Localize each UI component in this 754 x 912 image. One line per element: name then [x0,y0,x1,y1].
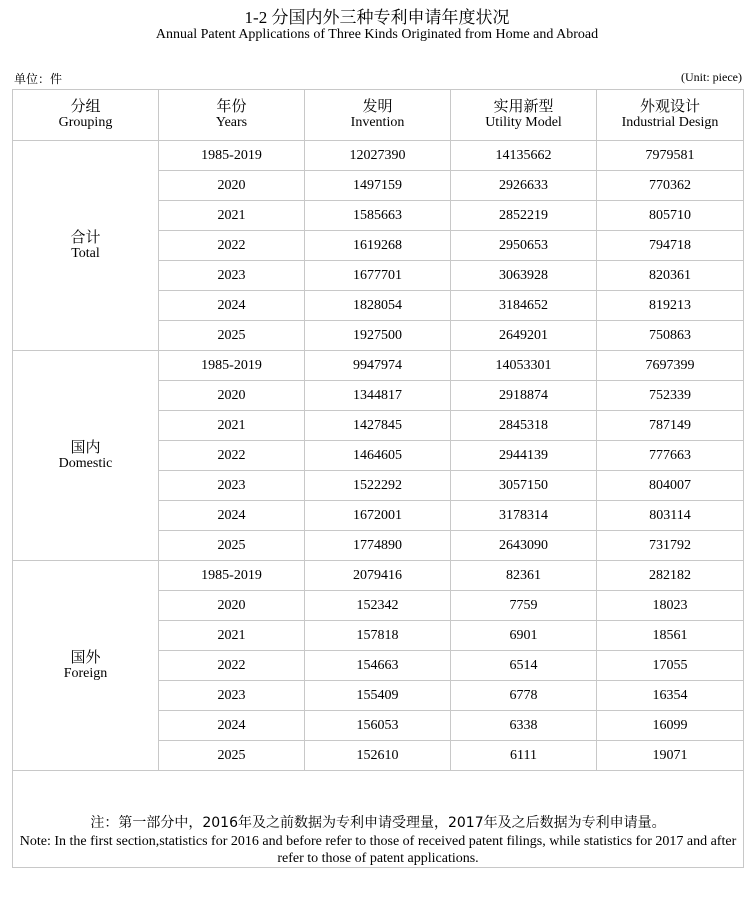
utility-model-cell: 6514 [451,651,597,681]
utility-model-cell: 3178314 [451,501,597,531]
invention-cell: 157818 [305,621,451,651]
invention-cell: 1774890 [305,531,451,561]
utility-model-cell: 6901 [451,621,597,651]
year-cell: 2023 [159,261,305,291]
table-row [13,351,744,381]
header-label-en: Grouping [58,115,113,130]
invention-cell: 152342 [305,591,451,621]
industrial-design-cell: 18561 [597,621,744,651]
utility-model-cell: 14135662 [451,141,597,171]
utility-model-cell: 3184652 [451,291,597,321]
utility-model-cell: 2852219 [451,201,597,231]
year-cell: 2023 [159,681,305,711]
invention-cell: 1585663 [305,201,451,231]
year-cell: 2022 [159,651,305,681]
utility-model-cell: 6778 [451,681,597,711]
year-cell: 2020 [159,171,305,201]
header-label-cn: 实用新型 [493,99,554,115]
header-label-en: Industrial Design [621,115,719,130]
industrial-design-cell: 19071 [597,741,744,771]
header-label-cn: 分组 [70,99,101,115]
header-label-en: Utility Model [485,115,562,130]
group-label-cn: 国内 [70,439,101,456]
industrial-design-cell: 805710 [597,201,744,231]
industrial-design-cell: 7697399 [597,351,744,381]
utility-model-cell: 2643090 [451,531,597,561]
invention-cell: 1427845 [305,411,451,441]
invention-cell: 1677701 [305,261,451,291]
industrial-design-cell: 16354 [597,681,744,711]
invention-cell: 152610 [305,741,451,771]
unit-label-cn: 单位：件 [14,72,63,86]
unit-label-en: (Unit: piece) [681,70,742,84]
group-label-en: Total [71,245,100,261]
header-years [159,90,305,141]
invention-cell: 1619268 [305,231,451,261]
year-cell: 2021 [159,411,305,441]
group-label-cell [13,351,159,561]
industrial-design-cell: 16099 [597,711,744,741]
note-cell [13,771,744,868]
industrial-design-cell: 770362 [597,171,744,201]
invention-cell: 1522292 [305,471,451,501]
utility-model-cell: 3063928 [451,261,597,291]
industrial-design-cell: 804007 [597,471,744,501]
table-row [13,141,744,171]
header-label-en: Years [215,115,248,130]
year-cell: 2020 [159,591,305,621]
page-subtitle: Annual Patent Applications of Three Kinds Originated from Home and Abroad [155,27,599,42]
year-cell: 2022 [159,441,305,471]
industrial-design-cell: 750863 [597,321,744,351]
year-cell: 2025 [159,741,305,771]
industrial-design-cell: 803114 [597,501,744,531]
invention-cell: 1497159 [305,171,451,201]
year-cell: 2025 [159,321,305,351]
header-label-cn: 外观设计 [639,99,700,115]
industrial-design-cell: 819213 [597,291,744,321]
industrial-design-cell: 17055 [597,651,744,681]
utility-model-cell: 2845318 [451,411,597,441]
utility-model-cell: 14053301 [451,351,597,381]
header-label-en: Invention [350,115,405,130]
invention-cell: 156053 [305,711,451,741]
year-cell: 1985-2019 [159,561,305,591]
industrial-design-cell: 794718 [597,231,744,261]
header-invention [305,90,451,141]
invention-cell: 1464605 [305,441,451,471]
utility-model-cell: 6111 [451,741,597,771]
group-label-en: Foreign [63,665,108,681]
industrial-design-cell: 731792 [597,531,744,561]
industrial-design-cell: 752339 [597,381,744,411]
utility-model-cell: 6338 [451,711,597,741]
year-cell: 1985-2019 [159,141,305,171]
table-row [13,561,744,591]
year-cell: 2025 [159,531,305,561]
utility-model-cell: 7759 [451,591,597,621]
invention-cell: 2079416 [305,561,451,591]
industrial-design-cell: 7979581 [597,141,744,171]
invention-cell: 1828054 [305,291,451,321]
patent-table [12,89,744,868]
group-label-en: Domestic [58,455,113,471]
header-label-cn: 发明 [362,99,393,115]
utility-model-cell: 2649201 [451,321,597,351]
utility-model-cell: 2950653 [451,231,597,261]
note-text-en: Note: In the first section,statistics for 2016 and before refer to those of received patent filings, while statistics for 2017 and after refer to those of patent applications. [19,834,737,866]
group-label-cn: 国外 [70,649,101,666]
year-cell: 2023 [159,471,305,501]
year-cell: 1985-2019 [159,351,305,381]
industrial-design-cell: 820361 [597,261,744,291]
invention-cell: 154663 [305,651,451,681]
year-cell: 2022 [159,231,305,261]
invention-cell: 9947974 [305,351,451,381]
header-utility-model [451,90,597,141]
year-cell: 2020 [159,381,305,411]
invention-cell: 155409 [305,681,451,711]
year-cell: 2024 [159,711,305,741]
invention-cell: 1672001 [305,501,451,531]
industrial-design-cell: 282182 [597,561,744,591]
header-industrial-design [597,90,744,141]
group-label-cell [13,141,159,351]
utility-model-cell: 82361 [451,561,597,591]
header-grouping [13,90,159,141]
industrial-design-cell: 787149 [597,411,744,441]
year-cell: 2021 [159,201,305,231]
year-cell: 2021 [159,621,305,651]
note-text-cn: 注：第一部分中，2016年及之前数据为专利申请受理量，2017年及之后数据为专利申请量。 [90,815,666,831]
table-header-row [13,90,744,141]
group-label-cell [13,561,159,771]
header-label-cn: 年份 [216,99,247,115]
invention-cell: 1344817 [305,381,451,411]
utility-model-cell: 3057150 [451,471,597,501]
note-row [13,771,744,868]
year-cell: 2024 [159,501,305,531]
invention-cell: 12027390 [305,141,451,171]
group-label-cn: 合计 [70,229,101,246]
utility-model-cell: 2944139 [451,441,597,471]
year-cell: 2024 [159,291,305,321]
industrial-design-cell: 18023 [597,591,744,621]
industrial-design-cell: 777663 [597,441,744,471]
utility-model-cell: 2918874 [451,381,597,411]
page-title: 1-2 分国内外三种专利申请年度状况 [244,8,510,27]
invention-cell: 1927500 [305,321,451,351]
utility-model-cell: 2926633 [451,171,597,201]
